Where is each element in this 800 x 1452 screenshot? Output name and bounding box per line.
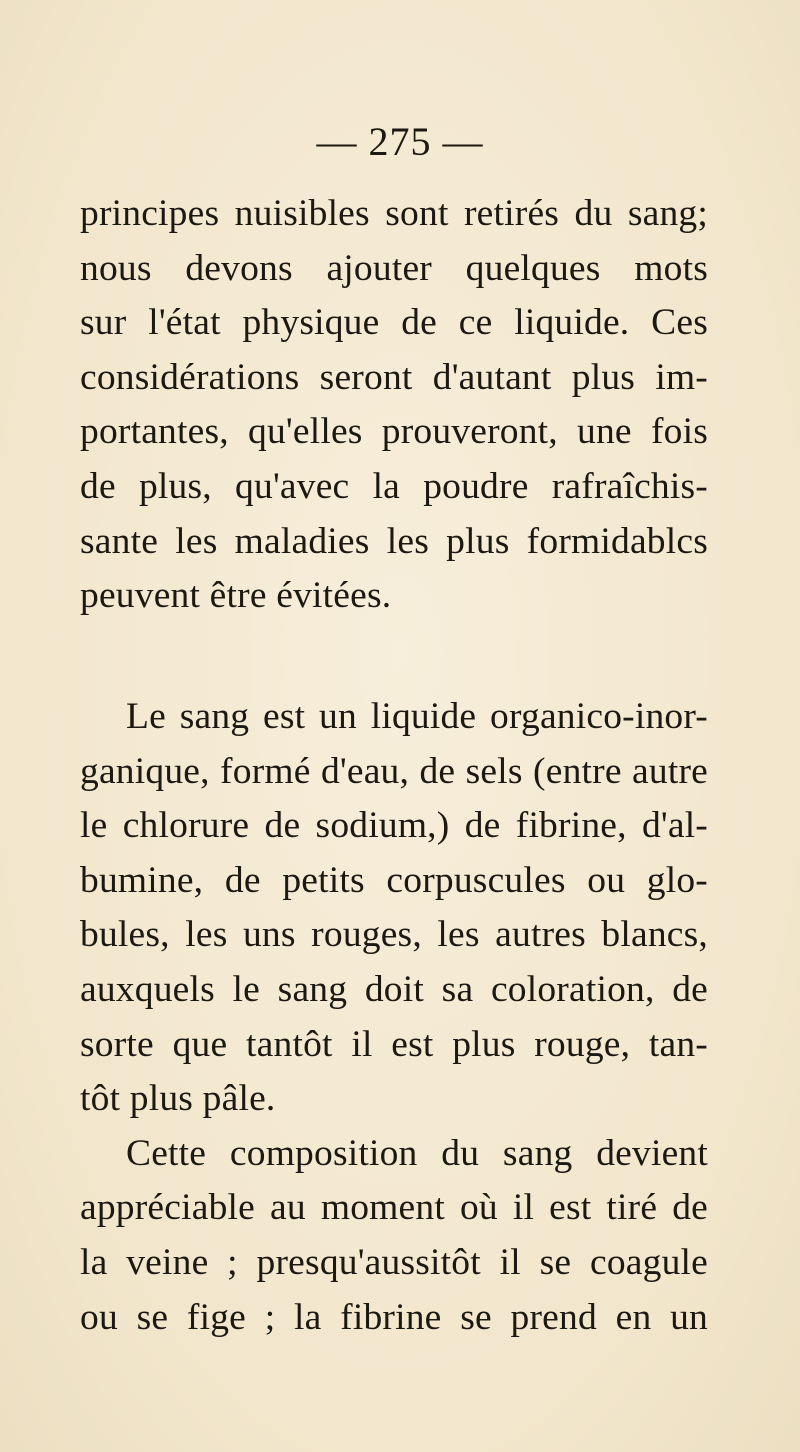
paragraph-2-3 xyxy=(80,690,708,1345)
text-line: nous devons ajouter quelques mots xyxy=(80,247,708,289)
text-line: de plus, qu'avec la poudre rafraîchis- xyxy=(80,465,708,507)
text-line: Cette composition du sang devient xyxy=(126,1132,708,1174)
text-line: sur l'état physique de ce liquide. Ces xyxy=(80,302,708,344)
text-line: appréciable au moment où il est tiré de xyxy=(80,1187,708,1229)
text-line: principes nuisibles sont retirés du sang; xyxy=(80,193,708,234)
text-line: sorte que tantôt il est plus rouge, tan- xyxy=(80,1023,708,1065)
text-line: sante les maladies les plus formidablcs xyxy=(80,520,708,562)
page-number: — 275 — xyxy=(316,119,484,164)
text-line: Le sang est un liquide organico-inor- xyxy=(126,696,708,737)
text-line: auxquels le sang doit sa coloration, de xyxy=(80,968,708,1010)
text-line: ou se fige ; la fibrine se prend en un xyxy=(80,1296,708,1338)
paragraph-1 xyxy=(80,187,708,624)
text-line: ganique, formé d'eau, de sels (entre autre xyxy=(80,750,708,792)
text-line: considérations seront d'autant plus im- xyxy=(80,356,708,398)
text-line: le chlorure de sodium,) de fibrine, d'al- xyxy=(80,805,708,847)
text-line: tôt plus pâle. xyxy=(80,1078,276,1120)
text-line: bumine, de petits corpuscules ou glo- xyxy=(80,859,708,901)
text-line: bules, les uns rouges, les autres blancs, xyxy=(80,914,708,956)
text-line: portantes, qu'elles prouveront, une fois xyxy=(80,411,708,453)
text-line: la veine ; presqu'aussitôt il se coagule xyxy=(80,1241,708,1283)
text-line: peuvent être évitées. xyxy=(80,575,392,617)
